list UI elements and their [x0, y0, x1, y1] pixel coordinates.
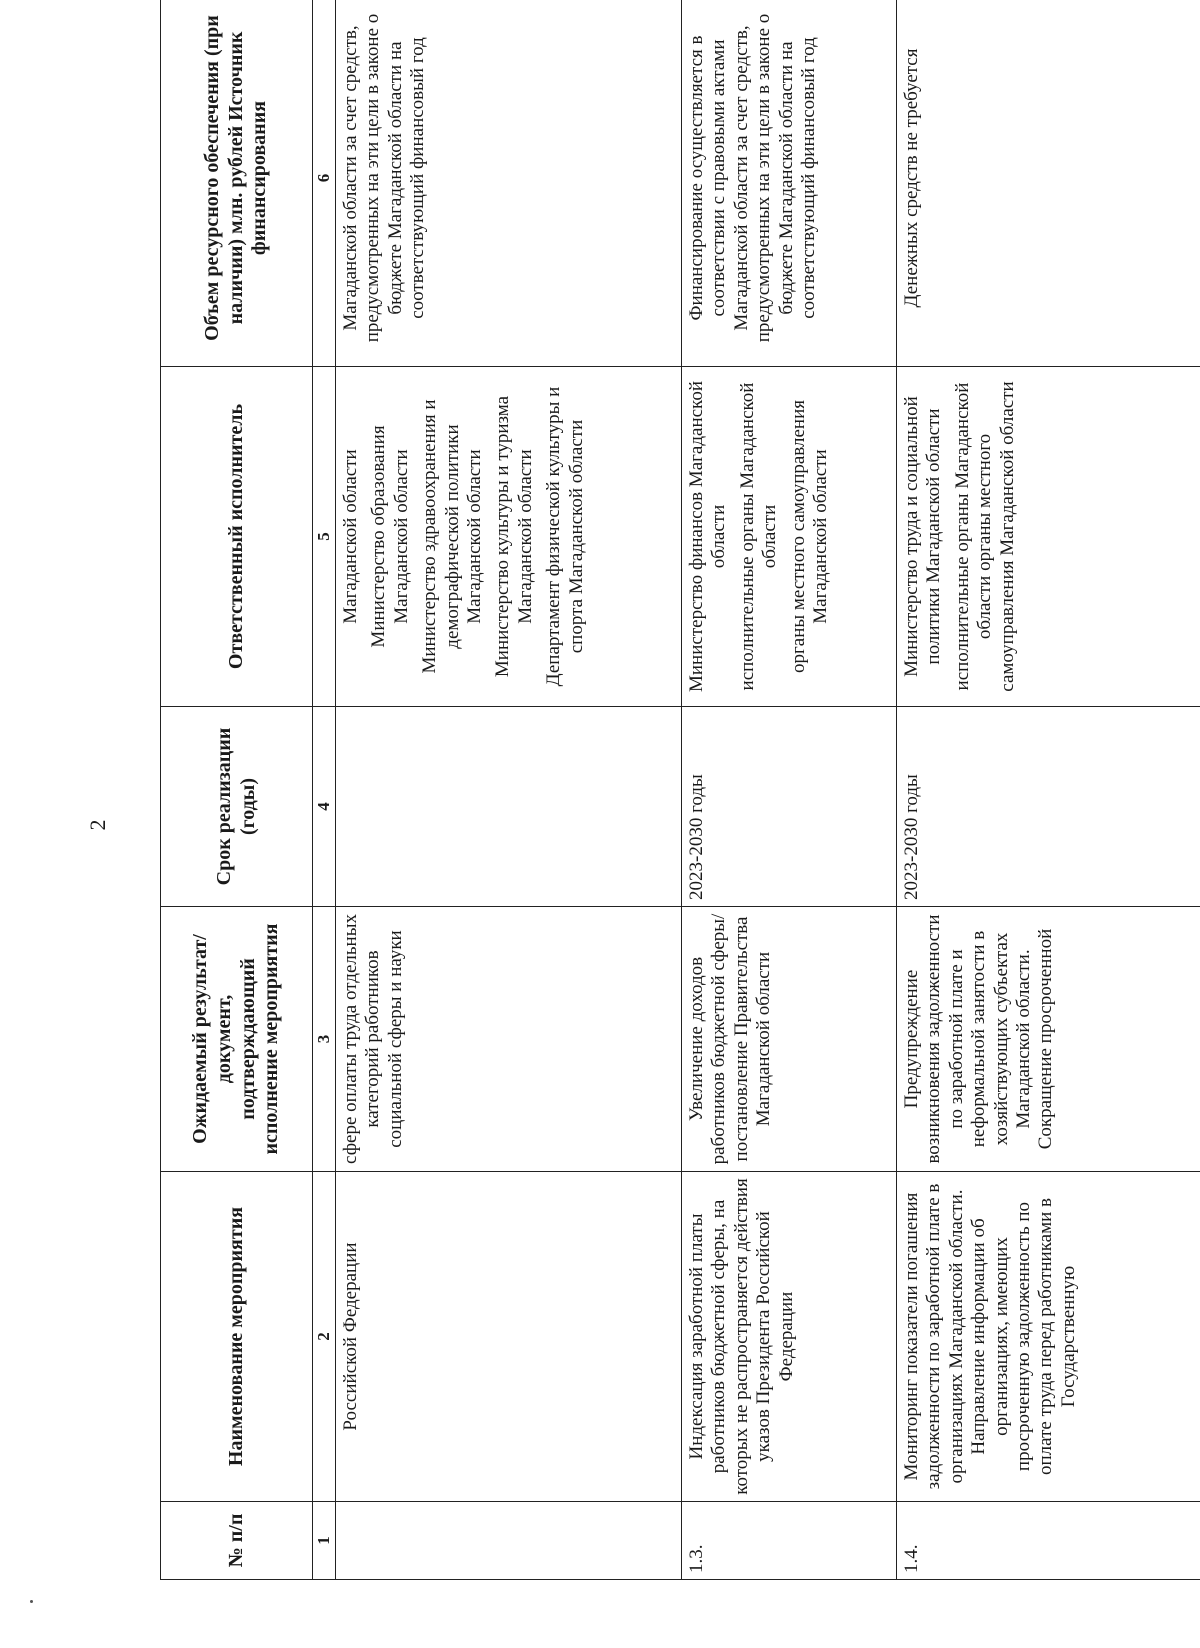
executor: исполнительные органы Магаданской области органы местного самоуправления Магаданской области [951, 381, 1018, 692]
row-number: 1.4. [897, 1502, 1200, 1580]
activity-name: Российской Федерации [336, 1172, 682, 1502]
funding: Денежных средств не требуется [897, 0, 1200, 367]
expected-result: Увеличение доходов работников бюджетной сферы/постановление Правительства Магаданской области [682, 907, 897, 1172]
row-number: 1.3. [682, 1502, 897, 1580]
expected-result: сфере оплаты труда отдельных категорий работников социальной сферы и науки [336, 907, 682, 1172]
executor: Магаданской области [340, 449, 362, 624]
column-number: 3 [313, 907, 336, 1172]
row-number [336, 1502, 682, 1580]
column-number-row [313, 0, 336, 1580]
header-activity-name: Наименование мероприятия [161, 1172, 313, 1502]
scan-speck [30, 1600, 33, 1603]
expected-result: Предупреждение возникновения задолженности по заработной плате и неформальной занятости в хозяйствующих субъектах Магаданской области. Сокращение просроченной [897, 907, 1200, 1172]
header-number: № п/п [161, 1502, 313, 1580]
table-header-row [161, 0, 313, 1580]
column-number: 5 [313, 367, 336, 707]
plan-table [160, 0, 1200, 1580]
executor: органы местного самоуправления Магаданской области [787, 399, 832, 674]
term [336, 707, 682, 907]
funding: Магаданской области за счет средств, предусмотренных на эти цели в законе о бюджете Магаданской области на соответствующий финансовый год [336, 0, 682, 367]
executors [682, 367, 897, 707]
table-row [336, 0, 682, 1580]
column-number: 2 [313, 1172, 336, 1502]
column-number: 6 [313, 0, 336, 367]
header-term: Срок реализации (годы) [161, 707, 313, 907]
column-number: 1 [313, 1502, 336, 1580]
executors [336, 367, 682, 707]
header-funding: Объем ресурсного обеспечения (при наличии) млн. рублей Источник финансирования [161, 0, 313, 367]
executor: Министерство труда и социальной политики Магаданской области [901, 396, 945, 677]
executor: исполнительные органы Магаданской области [736, 382, 781, 691]
table-row [682, 0, 897, 1580]
header-expected-result: Ожидаемый результат/ документ, подтверждающий исполнение мероприятия [161, 907, 313, 1172]
activity-name: Мониторинг показатели погашения задолженности по заработной плате в организациях Магаданской области. Направление информации об организациях, имеющих просроченную задолженность по оплате труда перед работниками в Государственную [897, 1172, 1200, 1502]
executor: Департамент физической культуры и спорта Магаданской области [543, 386, 587, 687]
header-executor: Ответственный исполнитель [161, 367, 313, 707]
table-row [897, 0, 1200, 1580]
term: 2023-2030 годы [897, 707, 1200, 907]
executor: Министерство образования Магаданской области [368, 425, 412, 648]
term: 2023-2030 годы [682, 707, 897, 907]
plan-table-wrapper [160, 0, 1200, 1580]
column-number: 4 [313, 707, 336, 907]
activity-name: Индексация заработной платы работников бюджетной сферы, на которых не распространяется действия указов Президента Российской Федерации [682, 1172, 897, 1502]
executor: Министерство финансов Магаданской области [686, 381, 730, 692]
executor: Министерство культуры и туризма Магаданской области [492, 395, 536, 678]
executor: Министерство здравоохранения и демографической политики Магаданской области [419, 399, 486, 674]
page-number: 2 [85, 819, 110, 831]
executors [897, 367, 1200, 707]
funding: Финансирование осуществляется в соответствии с правовыми актами Магаданской области за счет средств, предусмотренных на эти цели в законе о бюджете Магаданской области на соответствующий финансовый год [682, 0, 897, 367]
